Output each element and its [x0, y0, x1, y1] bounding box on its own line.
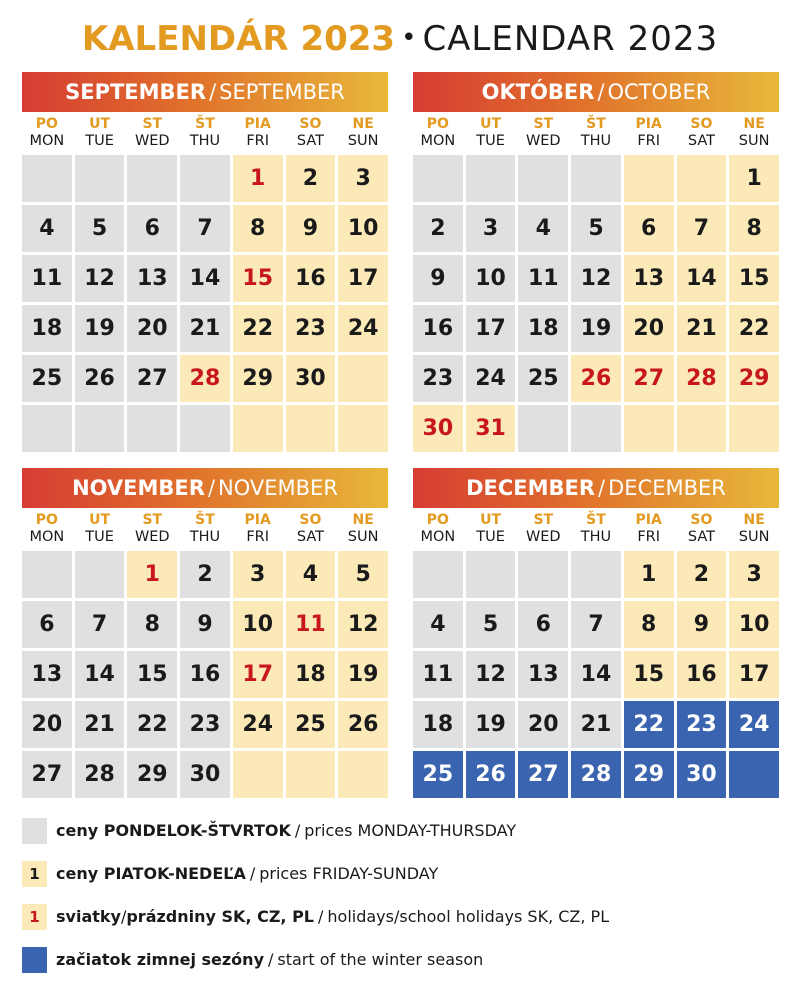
legend-weekend-sk: ceny PIATOK-NEDEĽA: [56, 864, 246, 883]
weekday-label: [286, 116, 336, 150]
weekday-en: THU: [580, 529, 612, 545]
day-cell: 3: [338, 155, 388, 202]
month-header: [22, 72, 388, 112]
day-cell: 1: [233, 155, 283, 202]
day-cell: 30: [677, 751, 727, 798]
empty-day-cell: [286, 751, 336, 798]
weekday-en: SAT: [687, 529, 715, 545]
day-cell: 28: [677, 355, 727, 402]
empty-day-cell: [518, 551, 568, 598]
weekday-label: [75, 512, 125, 546]
legend-swatch-holiday: 1: [22, 904, 47, 930]
month-name-sk: OKTÓBER: [481, 80, 595, 104]
month-name-sk: NOVEMBER: [72, 476, 205, 500]
day-cell: 14: [75, 651, 125, 698]
weekday-label: [624, 116, 674, 150]
day-cell: 3: [729, 551, 779, 598]
day-cell: 2: [677, 551, 727, 598]
empty-day-cell: [624, 155, 674, 202]
weekday-label: [729, 116, 779, 150]
day-cell: 24: [466, 355, 516, 402]
day-cell: 5: [571, 205, 621, 252]
weekday-sk: ST: [533, 116, 554, 132]
day-cell: 21: [180, 305, 230, 352]
month-september: [22, 72, 388, 452]
day-cell: 7: [571, 601, 621, 648]
day-cell: 25: [22, 355, 72, 402]
weekday-label: [286, 512, 336, 546]
day-cell: 19: [571, 305, 621, 352]
empty-day-cell: [518, 405, 568, 452]
day-cell: 10: [233, 601, 283, 648]
day-cell: 8: [127, 601, 177, 648]
page-title: [0, 14, 800, 63]
weekday-label: [233, 116, 283, 150]
day-cell: 6: [518, 601, 568, 648]
title-english: CALENDAR 2023: [422, 19, 719, 59]
weekday-en: MON: [29, 529, 65, 545]
weekday-en: MON: [29, 133, 65, 149]
weekday-sk: NE: [352, 512, 374, 528]
day-cell: 17: [338, 255, 388, 302]
day-cell: 11: [22, 255, 72, 302]
empty-day-cell: [180, 405, 230, 452]
day-cell: 11: [518, 255, 568, 302]
day-cell: 17: [233, 651, 283, 698]
weekday-sk: UT: [480, 116, 502, 132]
day-cell: 22: [729, 305, 779, 352]
day-cell: 31: [466, 405, 516, 452]
empty-day-cell: [286, 405, 336, 452]
weekday-label: [571, 512, 621, 546]
weekday-en: FRI: [246, 529, 270, 545]
weekday-sk: PIA: [244, 512, 271, 528]
weekday-header-row: [413, 512, 779, 546]
day-cell: 4: [518, 205, 568, 252]
day-cell: 18: [286, 651, 336, 698]
weekday-en: WED: [525, 529, 561, 545]
day-cell: 28: [571, 751, 621, 798]
weekday-label: [624, 512, 674, 546]
weekday-label: [466, 116, 516, 150]
day-cell: 10: [729, 601, 779, 648]
day-cell: 11: [413, 651, 463, 698]
day-cell: 15: [729, 255, 779, 302]
day-cell: 9: [413, 255, 463, 302]
day-cell: 13: [624, 255, 674, 302]
weekday-label: [677, 116, 727, 150]
day-cell: 12: [338, 601, 388, 648]
day-cell: 22: [624, 701, 674, 748]
legend-swatch-yellow: 1: [22, 861, 47, 887]
empty-day-cell: [466, 551, 516, 598]
empty-day-cell: [180, 155, 230, 202]
weekday-en: SAT: [687, 133, 715, 149]
day-grid: [22, 551, 388, 798]
day-cell: 20: [22, 701, 72, 748]
weekday-label: [233, 512, 283, 546]
weekday-en: MON: [420, 529, 456, 545]
legend-swatch-blue: [22, 947, 47, 973]
day-cell: 19: [75, 305, 125, 352]
empty-day-cell: [571, 405, 621, 452]
weekday-label: [75, 116, 125, 150]
month-name-sk: SEPTEMBER: [65, 80, 207, 104]
day-cell: 13: [22, 651, 72, 698]
legend-swatch-gray: [22, 818, 47, 844]
day-cell: 5: [75, 205, 125, 252]
day-cell: 26: [466, 751, 516, 798]
empty-day-cell: [75, 405, 125, 452]
day-cell: 16: [286, 255, 336, 302]
empty-day-cell: [413, 551, 463, 598]
day-cell: 10: [466, 255, 516, 302]
day-cell: 15: [624, 651, 674, 698]
weekday-label: [127, 116, 177, 150]
weekday-label: [413, 512, 463, 546]
weekday-label: [338, 512, 388, 546]
day-cell: 12: [466, 651, 516, 698]
day-cell: 27: [127, 355, 177, 402]
weekday-header-row: [22, 512, 388, 546]
empty-day-cell: [624, 405, 674, 452]
empty-day-cell: [571, 155, 621, 202]
day-cell: 12: [571, 255, 621, 302]
weekday-en: WED: [134, 133, 170, 149]
day-cell: 28: [75, 751, 125, 798]
empty-day-cell: [338, 751, 388, 798]
weekday-sk: UT: [480, 512, 502, 528]
weekday-sk: NE: [743, 512, 765, 528]
day-cell: 27: [624, 355, 674, 402]
day-cell: 29: [127, 751, 177, 798]
weekday-sk: ST: [533, 512, 554, 528]
empty-day-cell: [571, 551, 621, 598]
weekday-en: WED: [134, 529, 170, 545]
day-cell: 25: [413, 751, 463, 798]
weekday-label: [571, 116, 621, 150]
weekday-sk: UT: [89, 512, 111, 528]
legend-holiday-sk-2: prázdniny SK, CZ, PL: [126, 907, 314, 926]
weekday-en: TUE: [476, 529, 505, 545]
legend-holiday-en: holidays/school holidays SK, CZ, PL: [327, 907, 610, 926]
month-name-separator: /: [207, 476, 216, 500]
weekday-sk: PO: [35, 512, 58, 528]
day-cell: 20: [624, 305, 674, 352]
empty-day-cell: [233, 405, 283, 452]
weekday-label: [127, 512, 177, 546]
weekday-label: [466, 512, 516, 546]
day-cell: 19: [338, 651, 388, 698]
weekday-sk: SO: [690, 512, 713, 528]
month-name-separator: /: [209, 80, 217, 104]
day-cell: 21: [75, 701, 125, 748]
weekday-label: [518, 512, 568, 546]
weekday-header-row: [22, 116, 388, 150]
month-name-en: OCTOBER: [607, 80, 711, 104]
legend-item-weekend: 1 ceny PIATOK-NEDEĽA / prices FRIDAY-SUNDAY: [22, 861, 782, 904]
weekday-sk: PO: [35, 116, 58, 132]
day-cell: 14: [180, 255, 230, 302]
day-cell: 7: [180, 205, 230, 252]
day-cell: 25: [286, 701, 336, 748]
day-cell: 2: [180, 551, 230, 598]
day-cell: 22: [233, 305, 283, 352]
empty-day-cell: [729, 405, 779, 452]
day-cell: 4: [286, 551, 336, 598]
day-cell: 8: [233, 205, 283, 252]
day-cell: 15: [127, 651, 177, 698]
day-cell: 5: [466, 601, 516, 648]
day-cell: 21: [677, 305, 727, 352]
legend-holiday-sk-1: sviatky: [56, 907, 121, 926]
day-cell: 15: [233, 255, 283, 302]
day-cell: 17: [466, 305, 516, 352]
day-cell: 10: [338, 205, 388, 252]
day-cell: 26: [571, 355, 621, 402]
day-grid: [413, 551, 779, 798]
day-cell: 24: [338, 305, 388, 352]
weekday-sk: ŠT: [195, 512, 215, 528]
weekday-en: FRI: [637, 133, 661, 149]
day-cell: 9: [180, 601, 230, 648]
day-cell: 25: [518, 355, 568, 402]
empty-day-cell: [75, 155, 125, 202]
day-cell: 14: [677, 255, 727, 302]
day-cell: 1: [127, 551, 177, 598]
day-cell: 13: [518, 651, 568, 698]
weekday-en: MON: [420, 133, 456, 149]
weekday-en: TUE: [85, 133, 114, 149]
day-cell: 16: [413, 305, 463, 352]
legend-item-weekday: ceny PONDELOK-ŠTVRTOK / prices MONDAY-THURSDAY: [22, 818, 782, 861]
day-cell: 27: [22, 751, 72, 798]
day-cell: 28: [180, 355, 230, 402]
weekday-sk: ŠT: [586, 512, 606, 528]
weekday-sk: UT: [89, 116, 111, 132]
day-cell: 24: [729, 701, 779, 748]
weekday-sk: PO: [426, 512, 449, 528]
weekday-sk: PO: [426, 116, 449, 132]
legend-item-winter: začiatok zimnej sezóny / start of the winter season: [22, 947, 782, 990]
day-cell: 18: [518, 305, 568, 352]
title-separator: •: [401, 23, 417, 53]
day-cell: 7: [677, 205, 727, 252]
day-cell: 29: [233, 355, 283, 402]
empty-day-cell: [677, 155, 727, 202]
weekday-sk: SO: [299, 512, 322, 528]
weekday-sk: ST: [142, 512, 163, 528]
month-november: [22, 468, 388, 798]
month-name-en: SEPTEMBER: [219, 80, 345, 104]
day-cell: 20: [518, 701, 568, 748]
weekday-sk: NE: [352, 116, 374, 132]
weekday-label: [338, 116, 388, 150]
weekday-sk: ST: [142, 116, 163, 132]
empty-day-cell: [466, 155, 516, 202]
weekday-en: TUE: [476, 133, 505, 149]
month-name-en: DECEMBER: [608, 476, 726, 500]
month-name-en: NOVEMBER: [218, 476, 338, 500]
day-cell: 23: [180, 701, 230, 748]
weekday-label: [180, 512, 230, 546]
weekday-sk: SO: [690, 116, 713, 132]
day-cell: 3: [466, 205, 516, 252]
empty-day-cell: [22, 551, 72, 598]
legend-weekend-en: prices FRIDAY-SUNDAY: [259, 864, 439, 883]
legend: [22, 818, 782, 990]
weekday-label: [22, 116, 72, 150]
day-cell: 12: [75, 255, 125, 302]
day-cell: 3: [233, 551, 283, 598]
day-cell: 13: [127, 255, 177, 302]
legend-holiday-sk-slash: /: [120, 907, 127, 926]
day-cell: 1: [624, 551, 674, 598]
day-grid: [413, 155, 779, 452]
month-name-sk: DECEMBER: [466, 476, 596, 500]
weekday-header-row: [413, 116, 779, 150]
weekday-sk: NE: [743, 116, 765, 132]
day-cell: 5: [338, 551, 388, 598]
weekday-label: [180, 116, 230, 150]
day-cell: 30: [413, 405, 463, 452]
month-header: [413, 468, 779, 508]
weekday-label: [22, 512, 72, 546]
weekday-sk: PIA: [635, 116, 662, 132]
day-cell: 29: [729, 355, 779, 402]
day-cell: 22: [127, 701, 177, 748]
day-cell: 27: [518, 751, 568, 798]
weekday-en: SAT: [296, 529, 324, 545]
month-december: [413, 468, 779, 798]
day-cell: 26: [75, 355, 125, 402]
day-grid: [22, 155, 388, 452]
legend-weekday-en: prices MONDAY-THURSDAY: [304, 821, 517, 840]
empty-day-cell: [22, 155, 72, 202]
empty-day-cell: [729, 751, 779, 798]
day-cell: 18: [22, 305, 72, 352]
month-name-separator: /: [598, 476, 606, 500]
day-cell: 19: [466, 701, 516, 748]
day-cell: 8: [729, 205, 779, 252]
day-cell: 2: [286, 155, 336, 202]
day-cell: 16: [180, 651, 230, 698]
weekday-en: THU: [580, 133, 612, 149]
empty-day-cell: [338, 405, 388, 452]
month-header: [413, 72, 779, 112]
empty-day-cell: [413, 155, 463, 202]
day-cell: 16: [677, 651, 727, 698]
empty-day-cell: [233, 751, 283, 798]
day-cell: 2: [413, 205, 463, 252]
empty-day-cell: [127, 405, 177, 452]
weekday-en: WED: [525, 133, 561, 149]
legend-winter-sk: začiatok zimnej sezóny: [56, 950, 264, 969]
weekday-en: SUN: [738, 133, 770, 149]
day-cell: 4: [413, 601, 463, 648]
day-cell: 30: [286, 355, 336, 402]
weekday-en: FRI: [246, 133, 270, 149]
weekday-en: TUE: [85, 529, 114, 545]
day-cell: 8: [624, 601, 674, 648]
weekday-sk: PIA: [244, 116, 271, 132]
day-cell: 18: [413, 701, 463, 748]
day-cell: 23: [413, 355, 463, 402]
day-cell: 17: [729, 651, 779, 698]
day-cell: 23: [677, 701, 727, 748]
day-cell: 26: [338, 701, 388, 748]
day-cell: 24: [233, 701, 283, 748]
empty-day-cell: [518, 155, 568, 202]
day-cell: 6: [127, 205, 177, 252]
empty-day-cell: [22, 405, 72, 452]
day-cell: 30: [180, 751, 230, 798]
weekday-en: SUN: [738, 529, 770, 545]
empty-day-cell: [127, 155, 177, 202]
day-cell: 23: [286, 305, 336, 352]
weekday-en: SUN: [347, 529, 379, 545]
weekday-en: THU: [189, 133, 221, 149]
empty-day-cell: [338, 355, 388, 402]
day-cell: 6: [22, 601, 72, 648]
empty-day-cell: [677, 405, 727, 452]
weekday-sk: SO: [299, 116, 322, 132]
weekday-sk: ŠT: [586, 116, 606, 132]
month-header: [22, 468, 388, 508]
day-cell: 6: [624, 205, 674, 252]
day-cell: 14: [571, 651, 621, 698]
day-cell: 9: [286, 205, 336, 252]
empty-day-cell: [75, 551, 125, 598]
day-cell: 7: [75, 601, 125, 648]
weekday-en: SAT: [296, 133, 324, 149]
day-cell: 4: [22, 205, 72, 252]
legend-winter-en: start of the winter season: [277, 950, 484, 969]
day-cell: 9: [677, 601, 727, 648]
weekday-label: [413, 116, 463, 150]
weekday-label: [518, 116, 568, 150]
day-cell: 1: [729, 155, 779, 202]
weekday-sk: ŠT: [195, 116, 215, 132]
legend-weekday-sk: ceny PONDELOK-ŠTVRTOK: [56, 821, 291, 840]
weekday-label: [677, 512, 727, 546]
weekday-en: FRI: [637, 529, 661, 545]
day-cell: 11: [286, 601, 336, 648]
day-cell: 29: [624, 751, 674, 798]
day-cell: 20: [127, 305, 177, 352]
month-october: [413, 72, 779, 452]
legend-item-holiday: 1 sviatky/prázdniny SK, CZ, PL / holidays/school holidays SK, CZ, PL: [22, 904, 782, 947]
title-slovak: KALENDÁR 2023: [81, 19, 396, 59]
month-name-separator: /: [597, 80, 605, 104]
weekday-sk: PIA: [635, 512, 662, 528]
day-cell: 21: [571, 701, 621, 748]
weekday-label: [729, 512, 779, 546]
weekday-en: SUN: [347, 133, 379, 149]
weekday-en: THU: [189, 529, 221, 545]
